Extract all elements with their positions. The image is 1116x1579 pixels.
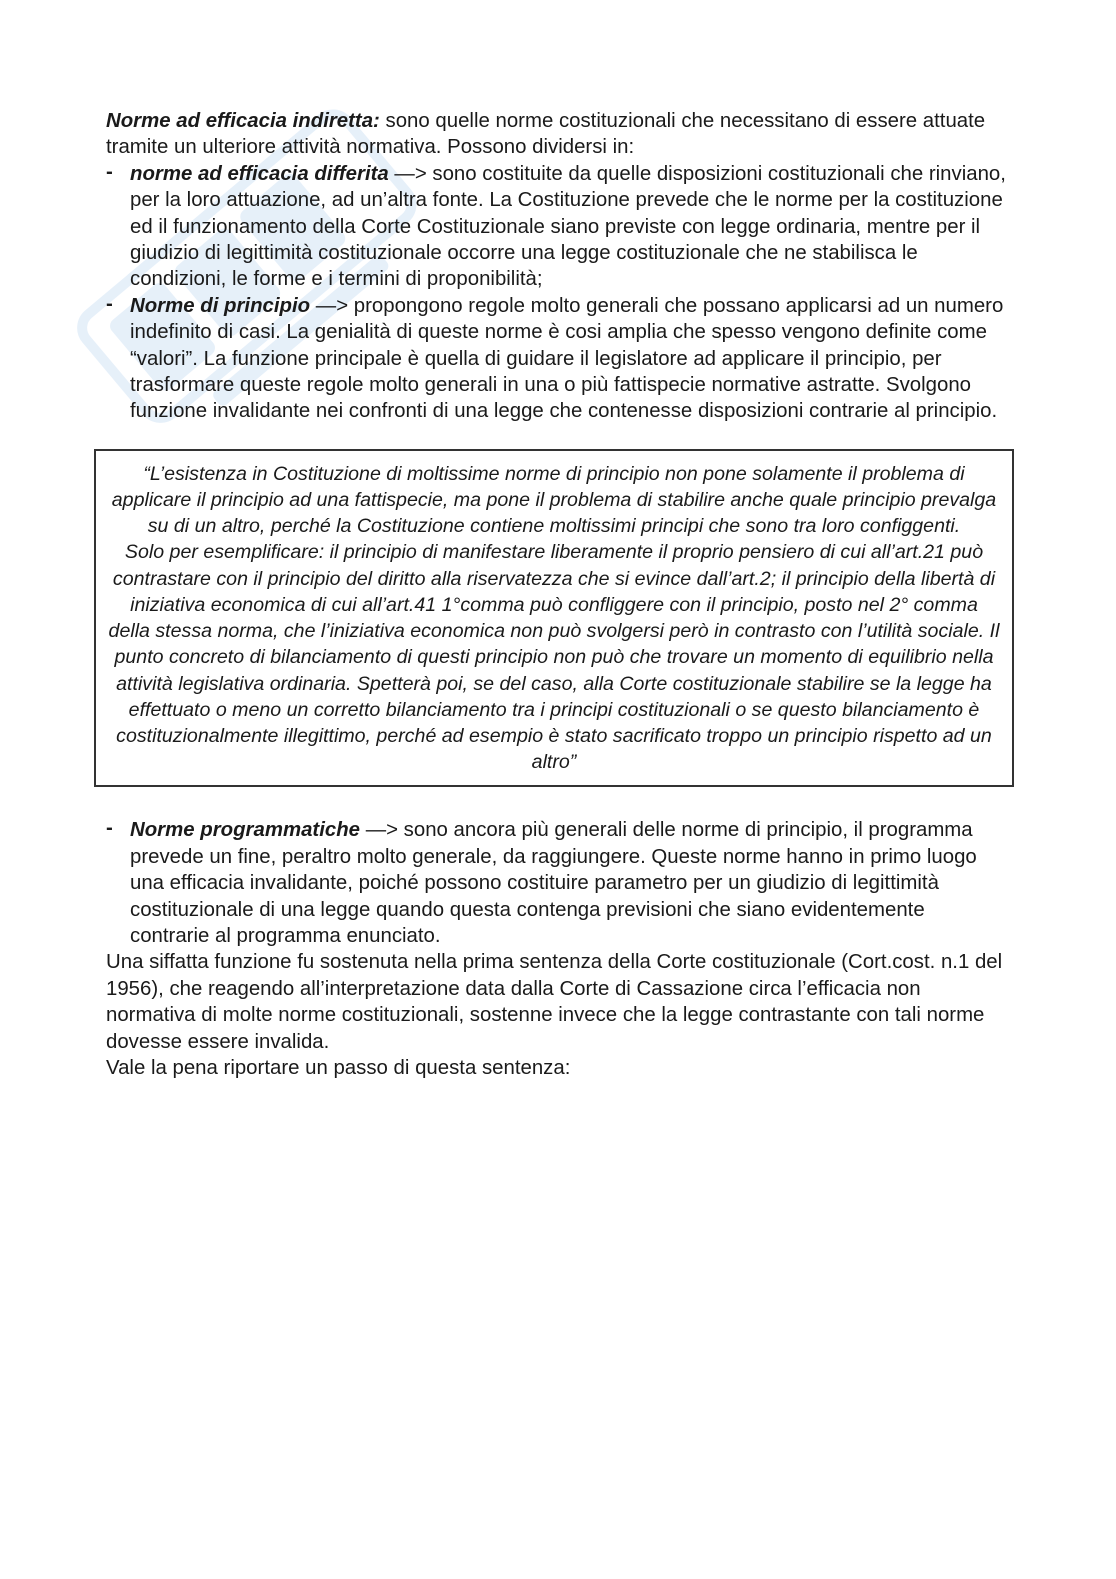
document-body	[106, 108, 1006, 1081]
list-item-programmatiche	[106, 817, 1006, 949]
intro-paragraph	[106, 108, 1006, 161]
quote-paragraph-1: “L’esistenza in Costituzione di moltissime norme di principio non pone solamente il problema di applicare il principio ad una fattispecie, ma pone il problema di stabilire anche quale principio prevalga su di un altro, perché la Costituzione contiene moltissimi principi che sono tra loro configgenti.	[111, 462, 997, 538]
bullet-dash: -	[106, 160, 113, 183]
norm-type-list	[106, 161, 1006, 425]
bullet-dash: -	[106, 292, 113, 315]
closing-paragraph: Una siffatta funzione fu sostenuta nella prima sentenza della Corte costituzionale (Cort.cost. n.1 del 1956), che reagendo all’interpretazione data dalla Corte di Cassazione circa l’efficacia non normativa di molte norme costituzionali, sostenne invece che la legge contrastante con tali norme dovesse essere invalida.	[106, 951, 1003, 1053]
norm-type-list-continued	[106, 817, 1006, 949]
list-item-text: —> sono costituite da quelle disposizioni costituzionali che rinviano, per la loro attuazione, ad un’altra fonte. La Costituzione prevede che le norme per la costituzione ed il funzionamento della Corte Costituzionale siano previste con legge ordinaria, mentre per il giudizio di legittimità costituzionale occorre una legge costituzionale che ne stabilisca le condizioni, le forme e i termini di proponibilità;	[130, 162, 1006, 291]
list-item-term: norme ad efficacia differita	[130, 162, 389, 185]
bullet-dash: -	[106, 817, 113, 840]
list-item-term: Norme programmatiche	[130, 819, 361, 842]
list-item-term: Norme di principio	[130, 294, 311, 317]
quote-box	[94, 449, 1014, 787]
list-item-text: —> sono ancora più generali delle norme di principio, il programma prevede un fine, peraltro molto generale, da raggiungere. Queste norme hanno in primo luogo una efficacia invalidante, poiché possono costituire parametro per un giudizio di legittimità costituzionale di una legge quando questa contenga previsioni che siano evidentemente contrarie al programma enunciato.	[130, 819, 977, 947]
closing-lead-in: Vale la pena riportare un passo di questa sentenza:	[106, 1056, 571, 1079]
list-item-differita	[106, 161, 1006, 293]
list-item-text: —> propongono regole molto generali che possano applicarsi ad un numero indefinito di casi. La genialità di queste norme è cosi amplia che spesso vengono definite come “valori”. La funzione principale è quella di guidare il legislatore ad applicare il principio, per trasformare queste regole molto generali in una o più fattispecie normative astratte. Svolgono funzione invalidante nei confronti di una legge che contenesse disposizioni contrarie al principio.	[130, 294, 1004, 423]
intro-term: Norme ad efficacia indiretta:	[106, 110, 380, 132]
intro-text: sono quelle norme costituzionali che necessitano di essere attuate tramite un ulteriore attività normativa. Possono dividersi in:	[106, 110, 986, 159]
list-item-principio	[106, 293, 1006, 425]
quote-paragraph-2: Solo per esemplificare: il principio di manifestare liberamente il proprio pensiero di cui all’art.21 può contrastare con il principio del diritto alla riservatezza che si evince dall’art.2; il principio della libertà di iniziativa economica di cui all’art.41 1°comma può confliggere con il principio, posto nel 2° comma della stessa norma, che l’iniziativa economica non può svolgersi però in contrasto con l’utilità sociale. Il punto concreto di bilanciamento di questi principio non può che trovare un momento di equilibrio nella attività legislativa ordinaria. Spetterà poi, se del caso, alla Corte costituzionale stabilire se la legge ha effettuato o meno un corretto bilanciamento tra i principi costituzionali o se questo bilanciamento è costituzionalmente illegittimo, perché ad esempio è stato sacrificato troppo un principio rispetto ad un altro”	[108, 541, 1000, 774]
